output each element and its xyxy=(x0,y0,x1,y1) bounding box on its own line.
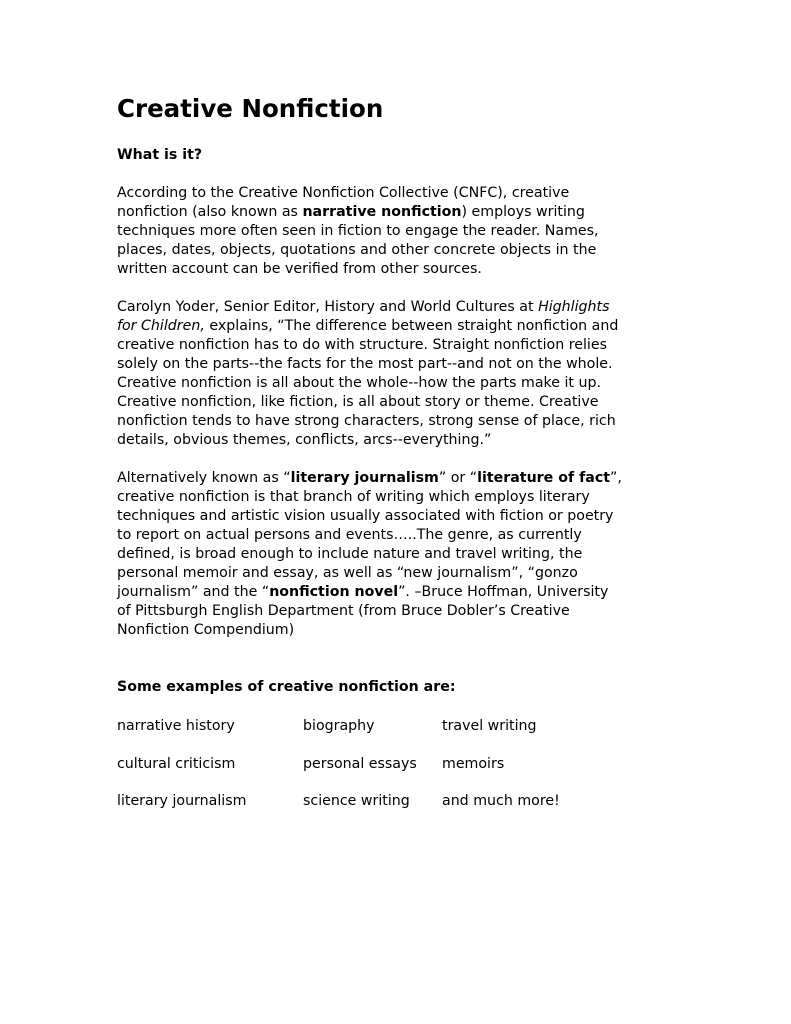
example-item: cultural criticism xyxy=(117,755,236,772)
example-item: literary journalism xyxy=(117,793,247,809)
examples-row xyxy=(117,755,677,774)
text-line: Creative nonfiction, like fiction, is all about story or theme. Creative xyxy=(117,394,599,410)
text-line: nonfiction tends to have strong characters, strong sense of place, rich xyxy=(117,413,616,429)
text-line: creative nonfiction is that branch of writing which employs literary xyxy=(117,489,590,505)
text-line: techniques and artistic vision usually associated with fiction or poetry xyxy=(117,508,614,524)
text-line: of Pittsburgh English Department (from Bruce Dobler’s Creative xyxy=(117,603,570,619)
text-line: to report on actual persons and events…..The genre, as currently xyxy=(117,527,582,543)
text-line: defined, is broad enough to include nature and travel writing, the xyxy=(117,546,583,562)
paragraph-yoder-quote xyxy=(117,298,677,450)
bold-term-narrative-nonfiction: narrative nonfiction xyxy=(302,204,462,220)
text-line: for Children, explains, “The difference between straight nonfiction and xyxy=(117,318,619,334)
text-line: techniques more often seen in fiction to engage the reader. Names, xyxy=(117,223,599,239)
paragraph-definition xyxy=(117,184,677,279)
bold-term-literature-of-fact: literature of fact xyxy=(477,470,611,486)
document-page xyxy=(117,92,677,830)
paragraph-hoffman-quote xyxy=(117,469,677,640)
text-line: Nonfiction Compendium) xyxy=(117,622,295,638)
examples-grid xyxy=(117,717,677,811)
text-line: According to the Creative Nonfiction Collective (CNFC), creative xyxy=(117,185,570,201)
text-line: personal memoir and essay, as well as “new journalism”, “gonzo xyxy=(117,565,578,581)
text-line: places, dates, objects, quotations and other concrete objects in the xyxy=(117,242,597,258)
example-item: personal essays xyxy=(303,755,417,772)
examples-row xyxy=(117,792,677,811)
example-item: biography xyxy=(303,718,375,734)
subheading-what-is-it: What is it? xyxy=(117,147,203,163)
text-line: Carolyn Yoder, Senior Editor, History and World Cultures at Highlights xyxy=(117,299,610,315)
example-item: memoirs xyxy=(442,755,505,772)
italic-publication-title: for Children, xyxy=(117,318,205,334)
text-line: creative nonfiction has to do with structure. Straight nonfiction relies xyxy=(117,337,607,353)
example-item: science writing xyxy=(303,793,410,809)
example-item: narrative history xyxy=(117,718,235,734)
text-line: details, obvious themes, conflicts, arcs--everything.” xyxy=(117,432,492,448)
text-line: Creative nonfiction is all about the whole--how the parts make it up. xyxy=(117,375,601,391)
text-line: solely on the parts--the facts for the most part--and not on the whole. xyxy=(117,356,613,372)
italic-publication-title: Highlights xyxy=(538,299,610,315)
bold-term-nonfiction-novel: nonfiction novel xyxy=(269,584,399,600)
example-item: and much more! xyxy=(442,793,560,809)
text-line: nonfiction (also known as narrative nonfiction) employs writing xyxy=(117,204,585,220)
text-line: written account can be verified from other sources. xyxy=(117,261,482,277)
example-item: travel writing xyxy=(442,718,537,734)
examples-row xyxy=(117,717,677,736)
page-title: Creative Nonfiction xyxy=(117,94,384,123)
text-line: Alternatively known as “literary journalism” or “literature of fact”, xyxy=(117,470,622,486)
examples-heading: Some examples of creative nonfiction are: xyxy=(117,679,456,695)
text-line: journalism” and the “nonfiction novel”. –Bruce Hoffman, University xyxy=(117,584,609,600)
bold-term-literary-journalism: literary journalism xyxy=(290,470,439,486)
